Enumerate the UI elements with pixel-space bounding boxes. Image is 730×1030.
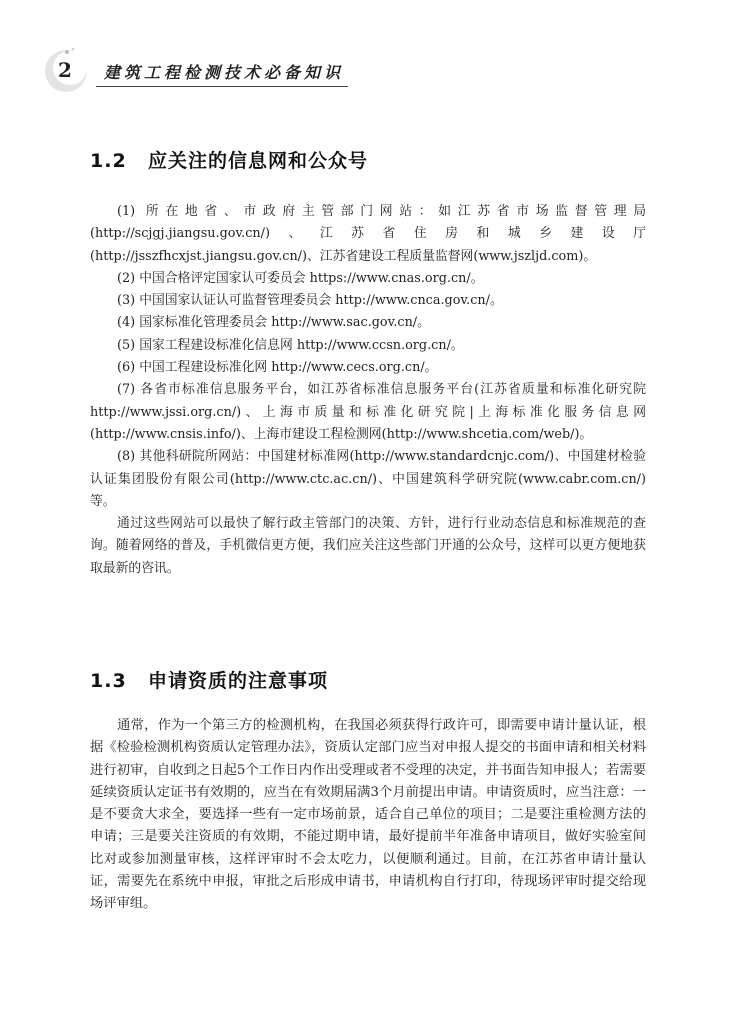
header-rule: [96, 86, 348, 87]
page-number: 2: [58, 58, 72, 82]
summary-paragraph: 通过这些网站可以最快了解行政主管部门的决策、方针，进行行业动态信息和标准规范的查询。随着网络的普及，手机微信更方便，我们应关注这些部门开通的公众号，这样可以更方便地获取最新的咨讯。: [90, 516, 646, 576]
section-title: 申请资质的注意事项: [148, 670, 329, 692]
section-number: 1.2: [90, 150, 127, 172]
running-header: [40, 44, 690, 96]
section-number: 1.3: [90, 670, 127, 692]
list-item: (8) 其他科研院所网站：中国建材标准网(http://www.standardcnjc.com/)、中国建材检验认证集团股份有限公司(http://www.ctc.ac.cn/)、中国建筑科学研究院(www.cabr.com.cn/)等。: [90, 449, 646, 509]
list-item: (5) 国家工程建设标准化信息网 http://www.ccsn.org.cn/。: [117, 337, 464, 353]
list-item: (6) 中国工程建设标准化网 http://www.cecs.org.cn/。: [117, 360, 438, 376]
list-item: (3) 中国国家认证认可监督管理委员会 http://www.cnca.gov.cn/。: [117, 293, 503, 309]
list-item: (2) 中国合格评定国家认可委员会 https://www.cnas.org.cn/。: [117, 270, 484, 286]
section-title: 应关注的信息网和公众号: [148, 150, 369, 172]
list-item: (4) 国家标准化管理委员会 http://www.sac.gov.cn/。: [117, 315, 430, 331]
section-heading-1-2: [90, 146, 368, 173]
body-paragraph: 通常，作为一个第三方的检测机构，在我国必须获得行政许可，即需要申请计量认证，根据《检验检测机构资质认定管理办法》，资质认定部门应当对申报人提交的书面申请和相关材料进行初审，自收到之日起5个工作日内作出受理或者不受理的决定，并书面告知申报人；若需要延续资质认定证书有效期的，应当在有效期届满3个月前提出申请。申请资质时，应当注意：一是不要贪大求全，要选择一些有一定市场前景，适合自己单位的项目；二是要注重检测方法的申请；三是要关注资质的有效期，不能过期申请，最好提前半年准备申请项目，做好实验室间比对或参加测量审核，这样评审时不会太吃力，以便顺利通过。目前，在江苏省申请计量认证，需要先在系统中申报，审批之后形成申请书，申请机构自行打印，待现场评审时提交给现场评审组。: [90, 718, 646, 912]
list-item: (1) 所在地省、市政府主管部门网站：如江苏省市场监督管理局(http://scjgj.jiangsu.gov.cn/)、江苏省住房和城乡建设厅(http://jsszfhcxjst.jiangsu.gov.cn/)、江苏省建设工程质量监督网(www.jszljd.com)。: [90, 204, 646, 264]
section-heading-1-3: [90, 666, 328, 693]
book-title: 建筑工程检测技术必备知识: [104, 63, 345, 82]
reference-list: [90, 201, 646, 580]
list-item: (7) 各省市标准信息服务平台，如江苏省标准信息服务平台(江苏省质量和标准化研究院 http://www.jssi.org.cn/)、上海市质量和标准化研究院|上海标准化服务信息网(http://www.cnsis.info/)、上海市建设工程检测网(http://www.shcetia.com/web/)。: [90, 382, 646, 442]
